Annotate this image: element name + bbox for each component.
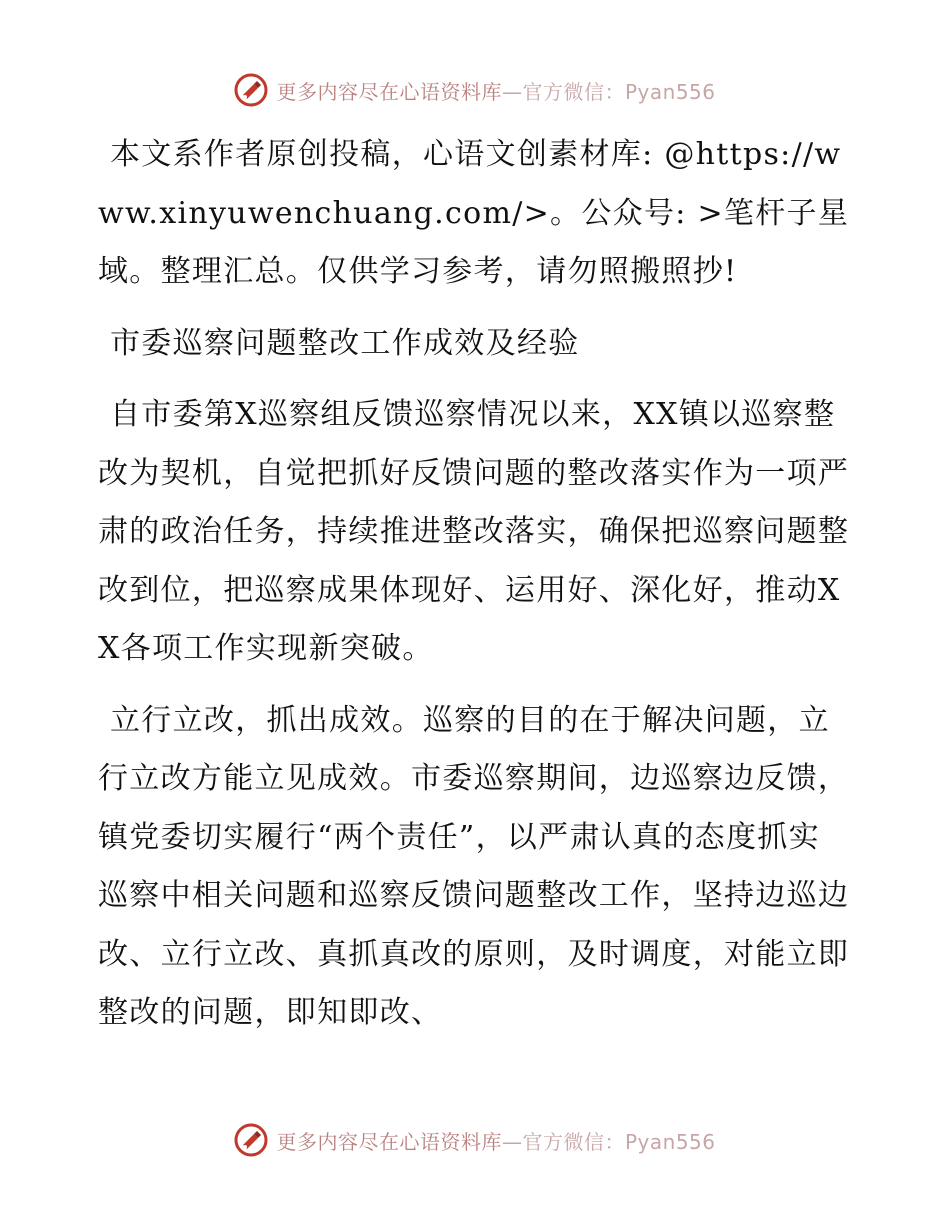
paragraph-intro: 本文系作者原创投稿，心语文创素材库: @https://www.xinyuwenchuang.com/>。公众号: >笔杆子星域。整理汇总。仅供学习参考，请勿照搬照抄! [98,137,850,289]
brand-logo-icon [234,73,268,107]
banner-main-text: 更多内容尽在心语资料库 [276,79,502,104]
document-body [98,126,850,1056]
banner-text [276,1126,715,1155]
banner-official-label: 官方微信： [522,1129,625,1154]
brand-logo-icon [234,1123,268,1157]
banner-wechat-id: Pyan556 [624,1129,716,1154]
banner-separator: — [501,1129,523,1154]
banner-text [276,76,715,105]
banner-separator: — [501,79,523,104]
footer-watermark-banner [0,1120,950,1160]
paragraph-body-1: 自市委第X巡察组反馈巡察情况以来，XX镇以巡察整改为契机，自觉把抓好反馈问题的整改落实作为一项严肃的政治任务，持续推进整改落实，确保把巡察问题整改到位，把巡察成果体现好、运用好、深化好，推动XX各项工作实现新突破。 [98,397,850,666]
banner-main-text: 更多内容尽在心语资料库 [276,1129,502,1154]
paragraph-title: 市委巡察问题整改工作成效及经验 [110,325,580,361]
paragraph-body-2: 立行立改，抓出成效。巡察的目的在于解决问题，立行立改方能立见成效。市委巡察期间，边巡察边反馈，镇党委切实履行“两个责任”，以严肃认真的态度抓实巡察中相关问题和巡察反馈问题整改工作，坚持边巡边改、立行立改、真抓真改的原则，及时调度，对能立即整改的问题，即知即改、 [98,702,850,1030]
banner-official-label: 官方微信： [522,79,625,104]
banner-wechat-id: Pyan556 [624,79,716,104]
header-watermark-banner [0,70,950,110]
